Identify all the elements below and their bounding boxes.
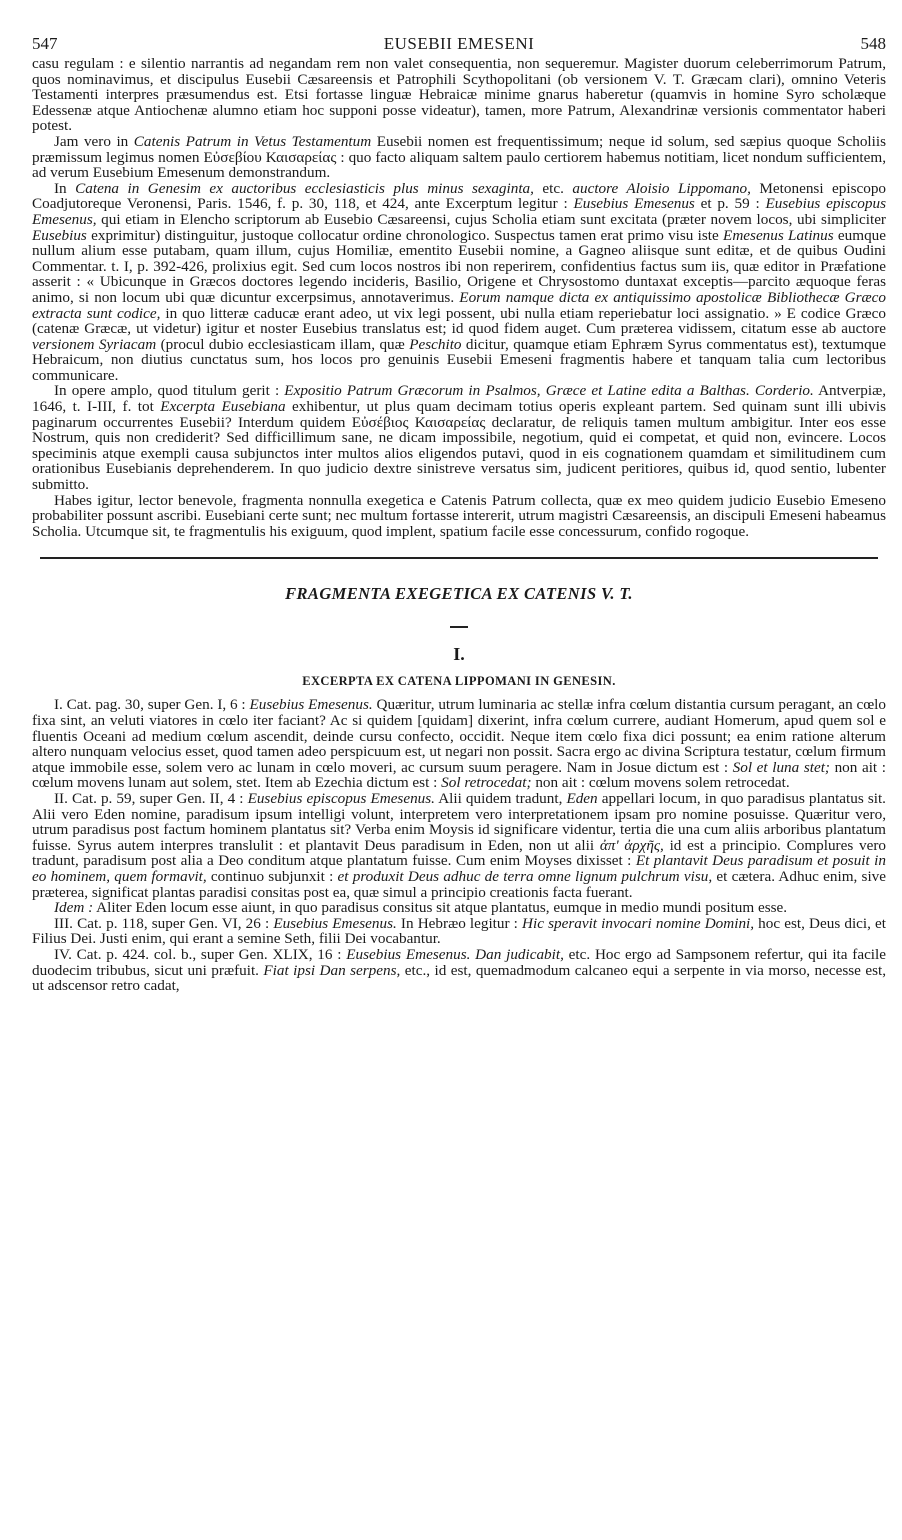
text-run: Alii quidem tradunt, — [434, 789, 567, 807]
italic-text: Et plantavit Deus paradisum et posuit in eo hominem, quem formavit, — [32, 852, 886, 885]
text-run: dicitur, quamque etiam Ephræm Syrus commentatus est), textumque Hebraicum, non diutius cunctatus sum, hos locos pro genuinis Eusebii Emeseni fragmentis habere et tanquam talia cum lectoribus communicare. — [32, 335, 887, 384]
italic-text: Expositio Patrum Græcorum in Psalmos, Græce et Latine edita a Balthas. Corderio. — [284, 382, 814, 400]
paragraph — [32, 383, 886, 492]
fragments-list — [32, 697, 886, 993]
italic-text: Fiat ipsi Dan serpens, — [263, 961, 401, 979]
text-run: exprimitur) distinguitur, justoque collocatur ordine chronologico. Suspectus tamen erat primo visu iste — [86, 226, 724, 244]
section-numeral: I. — [453, 644, 465, 665]
italic-text: Eusebius episcopus Emesenus, — [32, 195, 886, 228]
italic-text: versionem Syriacam — [32, 335, 157, 353]
paragraph — [32, 56, 886, 134]
text-run: appellari locum, in quo paradisus plantatus sit. Alii vero Eden nomine, paradisum ipsum intelligi volunt, interpretem vero interpretationem ipsam pro nomine posuisse. Quæritur vero, utrum paradisus post factum hominem plantatus sit? Verba enim Moysis id significare videntur, tertia die una cum aliis arboribus plantatum fuisse. Syrus autem interpres translulit : et plantavit Deus paradisum in Eden, non ut alii — [32, 789, 886, 854]
text-run: In — [54, 179, 76, 197]
section-title: FRAGMENTA EXEGETICA EX CATENIS V. T. — [285, 584, 633, 604]
text-run: Habes igitur, lector benevole, fragmenta nonnulla exegetica e Catenis Patrum collecta, quæ ex meo quidem judicio Eusebio Emeseno probabiliter possunt ascribi. Eusebiani certe sunt; nec multum fortasse intererit, utrum magistri Cæsareensis, an discipuli Emeseni habeamus Scholia. Utcumque sit, te fragmentulis his exiguum, quod implent, spatium facile esse concessurum, confido rogoque. — [32, 491, 886, 540]
page-header — [32, 34, 886, 56]
paragraph — [32, 493, 886, 540]
fragment-paragraph — [32, 791, 886, 900]
text-run: eumque nullum alium esse putabam, quam illum, cujus Homiliæ, ementito Eusebii nomine, a Gagneo aliisque sunt editæ, et de quibus Oudini Commentar. t. I, p. 392-426, prolixius egit. Sed cum locos nostros ibi non reperirem, confidentius factus sum iis, quæ editor in Præfatione asserit : « Ubicunque in Græcos doctores legendo incideris, Basilio, Origene et Chrysostomo duntaxat exceptis—parcito æquoque feras animo, si non locum ubi quæ dicuntur excerpsimus, annotaverimus. — [32, 226, 886, 306]
italic-text: ἀπ' ἀρχῆς, — [599, 836, 664, 854]
italic-text: Eusebius Emesenus. — [249, 696, 373, 714]
text-run: Eusebii nomen est frequentissimum; neque id solum, sed sæpius quoque Scholiis præmissum legimus nomen Εὐσεβίου Καισαρείας : quo facto aliquam saltem paulo certiorem habemus notitiam, licet nondum sufficientem, ad verum Eusebium Emesenum demonstrandum. — [32, 132, 886, 182]
text-run: hoc est, Deus dici, et Filius Dei. Justi enim, qui erant a semine Seth, filii Dei vocabantur. — [32, 914, 887, 948]
text-run: qui etiam in Elencho scriptorum ab Eusebio Cæsareensi, cujus Scholia etiam sunt excitata (præter novem locos, ubi simpliciter — [96, 210, 886, 228]
text-run: etc. — [533, 179, 573, 197]
italic-text: Eden — [566, 789, 598, 807]
text-run: Quæritur, utrum luminaria ac stellæ infra cœlum distantia cursum peragant, an cœlo fixa sint, an veluti viatores in cœlo iter faciant? Ac si quidem [quidam] dixerint, infra cœlum currere, audiant Homerum, apud quem sol e fluentis Oceani ad medium cœlum ascendit, deinde cursu confecto, occidit. Neque item cœlo fixa dici possunt; ea enim ratione alterum altero nunquam velocius esset, quod tamen adeo perspicuum est, ut negari non possit. Sacra ergo ac divina Scriptura testatur, cœlum firmum atque immobile esse, solem vero ac lunam in cœlo moveri, ac cursum suum peragere. Nam in Josue dictum est : — [32, 696, 886, 776]
text-run: III. Cat. p. 118, super Gen. VI, 26 : — [54, 914, 274, 932]
italic-text: Eorum namque dicta ex antiquissimo apostolicæ Bibliothecæ Græco extracta sunt codice, — [32, 288, 887, 322]
italic-text: Eusebius Emesenus. Dan judicabit, — [346, 945, 564, 963]
text-run: etc. Hoc ergo ad Sampsonem refertur, qui ita facile duodecim tribubus, sicut uni præfuit. — [32, 945, 886, 979]
italic-text: Emesenus Latinus — [723, 226, 834, 244]
text-run: et cætera. Adhuc enim, sive præterea, significat plantas paradisi consitas post ea, quæ simul a principio creationis facta fuerant. — [32, 867, 887, 901]
introduction-text — [32, 56, 886, 539]
page — [32, 34, 886, 994]
section-divider — [40, 557, 878, 559]
italic-text: Eusebius episcopus Emesenus. — [247, 789, 435, 807]
text-run: Aliter Eden locum esse aiunt, in quo paradisus consitus sit atque plantatus, eumque in medio mundi positum esse. — [93, 899, 788, 917]
text-run: in quo litteræ caducæ erant adeo, ut vix legi possent, ubi nulla etiam reperiebatur loci assignatio. » E codice Græco (catenæ Græcæ, ut videtur) igitur et noster Eusebius translatus est; id quod fidem auget. Cum præterea vidissem, citatum esse ab auctore — [32, 304, 886, 338]
italic-text: Excerpta Eusebiana — [160, 398, 286, 416]
italic-text: et produxit Deus adhuc de terra omne lignum pulchrum visu, — [337, 867, 713, 885]
page-number-left: 547 — [32, 34, 58, 53]
section-subtitle: EXCERPTA EX CATENA LIPPOMANI IN GENESIN. — [302, 674, 616, 689]
italic-text: Catena in Genesim ex auctoribus ecclesiasticis plus minus sexaginta, — [75, 179, 534, 197]
text-run: Antverpiæ, 1646, t. I-III, f. tot — [32, 382, 887, 416]
italic-text: Eusebius — [32, 226, 87, 244]
text-run: Jam vero in — [54, 132, 134, 150]
text-run: id est a principio. Complures vero tradunt, paradisum post alia a Deo conditum atque plantatum fuisse. Cum enim Moyses dixisset : — [32, 836, 886, 870]
italic-text: Eusebius Emesenus. — [273, 914, 397, 932]
text-run: exhibentur, ut plus quam decimam totius operis expleant partem. Sed quinam sunt illi ubivis paginarum occurrentes Eusebii? Interdum quidem Εὐσέβιος Καισαρείας declaratur, de reliquis tamen multum ambigitur. Inter eos esse Nostrum, quis non crediderit? Sed difficillimum sane, ne dicam impossibile, negotium, quid ei competat, et quid non, evincere. Locos speciminis atque exempli causa subjunctos inter multos alios eligendos putavi, quod in eis cognationem quamdam et similitudinem cum orationibus Eusebianis deprehenderem. In quo judicio dextre sinistreve versatus sim, judicent peritiores, quibus id, quod sentio, lubenter submitto. — [32, 398, 886, 494]
italic-text: Sol et luna stet; — [732, 758, 830, 776]
title-dash — [450, 626, 468, 628]
text-run: et p. 59 : — [694, 195, 766, 213]
text-run: continuo subjunxit : — [206, 867, 338, 885]
text-run: In Hebræo legitur : — [396, 914, 523, 932]
italic-text: Eusebius Emesenus — [573, 195, 695, 213]
italic-text: Peschito — [409, 335, 462, 353]
paragraph — [32, 181, 886, 384]
italic-text: Sol retrocedat; — [441, 774, 532, 792]
italic-text: Catenis Patrum in Vetus Testamentum — [133, 132, 372, 150]
text-run: (procul dubio ecclesiasticam illam, quæ — [156, 335, 410, 353]
text-run: I. Cat. pag. 30, super Gen. I, 6 : — [54, 696, 250, 714]
fragment-paragraph — [32, 697, 886, 791]
text-run: non ait : cœlum movens lunam aut solem, stet. Item ab Ezechia dictum est : — [32, 758, 886, 792]
text-run: etc., id est, quemadmodum calcaneo equi a serpente in via morso, necesse est, ut adscensor retro cadat, — [32, 961, 887, 995]
italic-text: Hic speravit invocari nomine Domini, — [522, 914, 755, 932]
fragment-paragraph — [32, 900, 886, 916]
page-number-right: 548 — [860, 34, 886, 53]
text-run: non ait : cœlum movens solem retrocedat. — [531, 774, 790, 792]
text-run: IV. Cat. p. 424. col. b., super Gen. XLIX, 16 : — [54, 945, 347, 963]
italic-text: auctore Aloisio Lippomano, — [572, 179, 751, 197]
fragment-paragraph — [32, 916, 886, 947]
text-run: II. Cat. p. 59, super Gen. II, 4 : — [54, 789, 248, 807]
italic-text: Idem : — [54, 899, 94, 917]
fragment-paragraph — [32, 947, 886, 994]
text-run: casu regulam : e silentio narrantis ad negandam rem non valet consequentia, non sequeremur. Magister duorum celeberrimorum Patrum, quos nominavimus, et discipulus Eusebii Cæsareensis et Patrophili Scythopolitani (ob versionem V. T. Græcam clari), omnino Veteris Testamenti interpres præsumendus est. Etsi fortasse linguæ Hebraicæ minime gnarus haberetur (quamvis in homine Syro scholæque Edessenæ atque Antiochenæ alumno etiam hoc supponi posse videatur), tamen, more Patrum, Alexandrinæ versionis commentator haberi potest. — [32, 55, 886, 135]
text-run: Metonensi episcopo Coadjutoreque Veronensi, Paris. 1546, f. p. 30, 118, et 424, ante Excerptum legitur : — [32, 179, 887, 213]
running-head: EUSEBII EMESENI — [383, 34, 535, 53]
text-run: In opere amplo, quod titulum gerit : — [54, 382, 285, 400]
paragraph — [32, 134, 886, 181]
